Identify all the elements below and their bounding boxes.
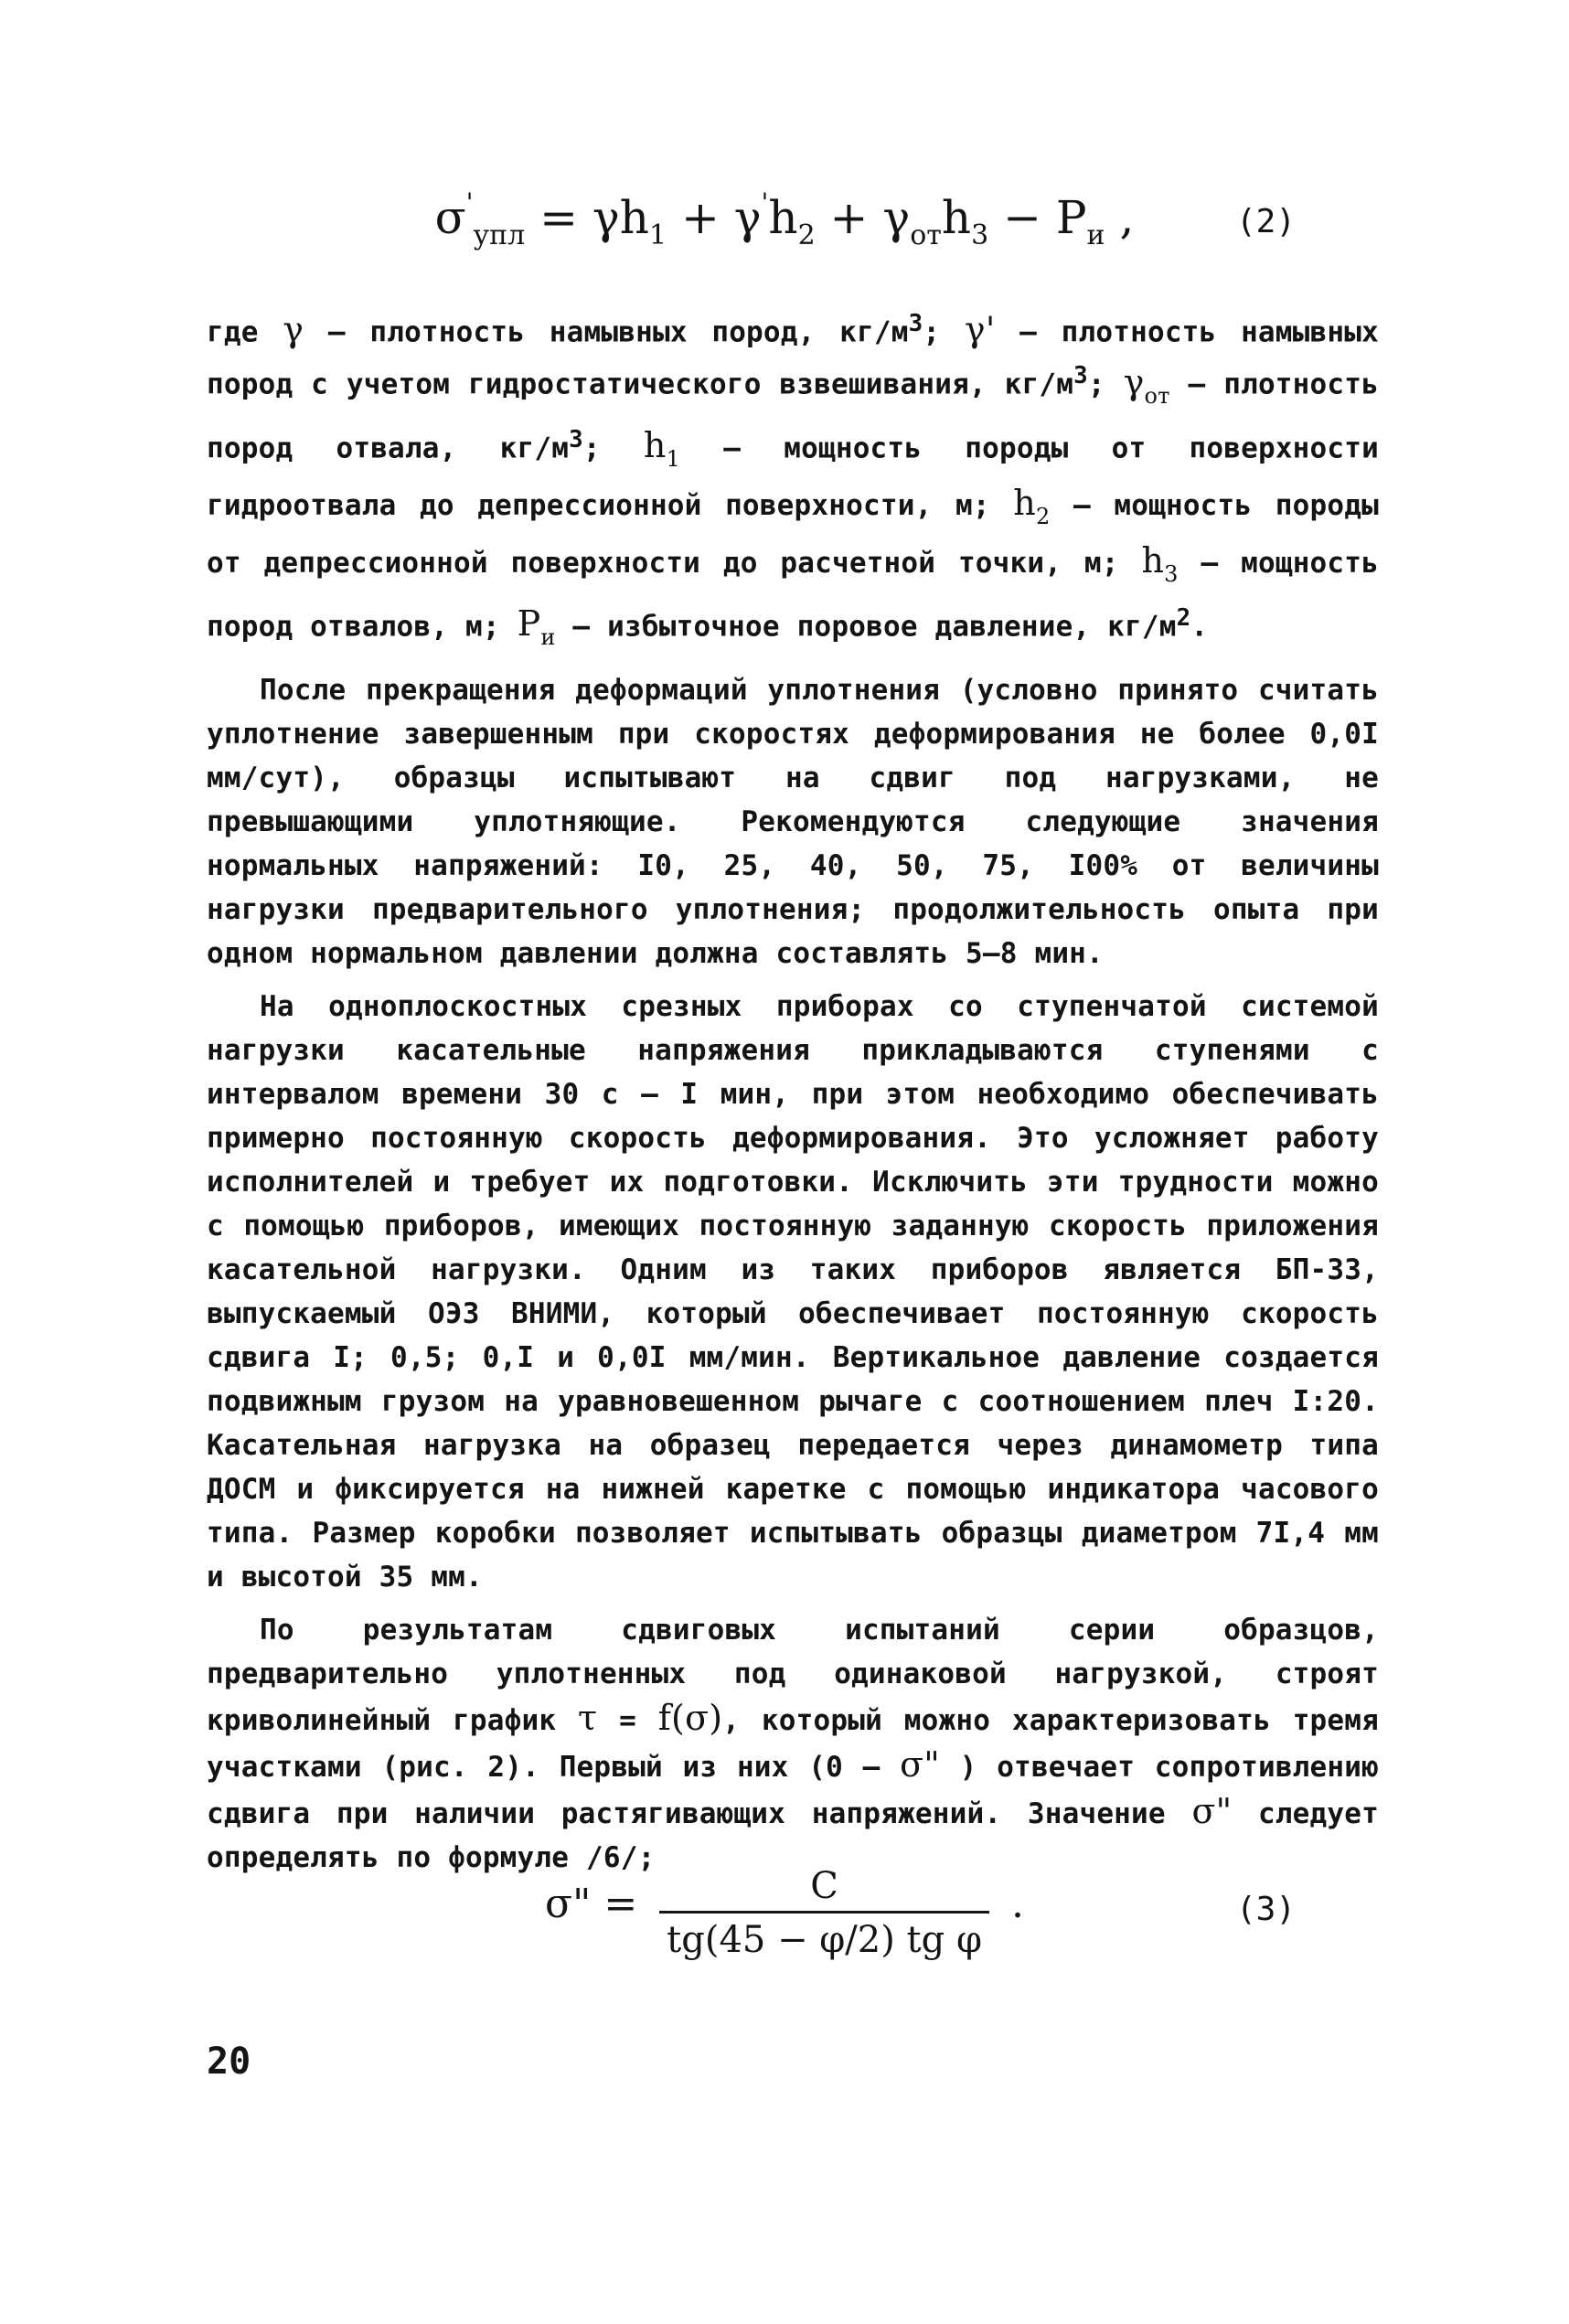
formula-2-body: $\sigma'_{упл} = \gamma h_1 + \gamma'h_2 + \gamma_{от}h_3 - P_и$ , (434, 187, 1135, 251)
formula-3-number: (3) (1236, 1891, 1297, 1928)
symbol-h3: $h_3$ (1141, 539, 1179, 587)
page-number: 20 (207, 2041, 251, 2083)
paragraph-shear-results: По результатам сдвиговых испытаний серии образцов, предварительно уплотненных под одинаковой нагрузкой, строят криволинейный график τ = f(σ), который можно характеризовать тремя участками (рис. 2). Первый из них (0 – σ" ) отвечает сопротивлению сдвига при наличии растягивающих напряжений. Значение σ" следует определять по формуле /6/; (207, 1614, 1380, 1875)
symbol-gamma-prime: γ' (964, 309, 996, 350)
symbol-h1: $h_1$ (643, 424, 681, 472)
symbol-gamma-ot: $\gamma_{от}$ (1123, 361, 1170, 409)
body-text (207, 302, 1379, 1889)
formula-2-number: (2) (1236, 203, 1297, 240)
formula-3-fraction: $\frac{C}{\text{tg(45 − φ/2) tg φ}}$ (659, 1865, 989, 1961)
symbol-p: $P_и$ (517, 603, 556, 651)
paragraph-shear-devices: На одноплоскостных срезных приборах со ступенчатой системой нагрузки касательные напряжения прикладываются ступенями с интервалом времени 30 с – I мин, при этом необходимо обеспечивать примерно постоянную скорость деформирования. Это усложняет работу исполнителей и требует их подготовки. Исключить эти трудности можно с помощью приборов, имеющих постоянную заданную скорость приложения касательной нагрузки. Одним из таких приборов является БП-33, выпускаемый ОЭЗ ВНИМИ, который обеспечивает постоянную скорость сдвига I; 0,5; 0,I и 0,0I мм/мин. Вертикальное давление создается подвижным грузом на уравновешенном рычаге с соотношением плеч I:20. Касательная нагрузка на образец передается через динамометр типа ДОСМ и фиксируется на нижней каретке с помощью индикатора часового типа. Размер коробки позволяет испытывать образцы диаметром 7I,4 мм и высотой 35 мм. (207, 990, 1379, 1594)
symbol-gamma: γ (283, 309, 304, 350)
formula-2 (0, 187, 1569, 251)
paragraph-shear-loading: После прекращения деформаций уплотнения (условно принято считать уплотнение завершенным при скоростях деформирования не более 0,0I мм/сут), образцы испытывают на сдвиг под нагрузками, не превышающими уплотняющие. Рекомендуются следующие значения нормальных напряжений: I0, 25, 40, 50, 75, I00% от величины нагрузки предварительного уплотнения; продолжительность опыта при одном нормальном давлении должна составлять 5–8 мин. (207, 674, 1379, 971)
formula-3: σ" = $\frac{C}{\text{tg(45 − φ/2) tg φ}}$ . (545, 1865, 1024, 1961)
symbol-h2: $h_2$ (1013, 482, 1051, 529)
symbol-definitions: где γ – плотность намывных пород, $кг/м^3$; γ' – плотность намывных пород с учетом гидростатического взвешивания, $кг/м^3$; $\gamma_{от}$ – плотность пород отвала, $кг/м^3$; $h_1$ – мощность породы от поверхности гидроотвала до депрессионной поверхности, м; $h_2$ – мощность породы от депрессионной поверхности до расчетной точки, м; $h_3$ – мощность пород отвалов, м; $P_и$ – избыточное поровое давление, $кг/м^2$. (207, 309, 1380, 651)
